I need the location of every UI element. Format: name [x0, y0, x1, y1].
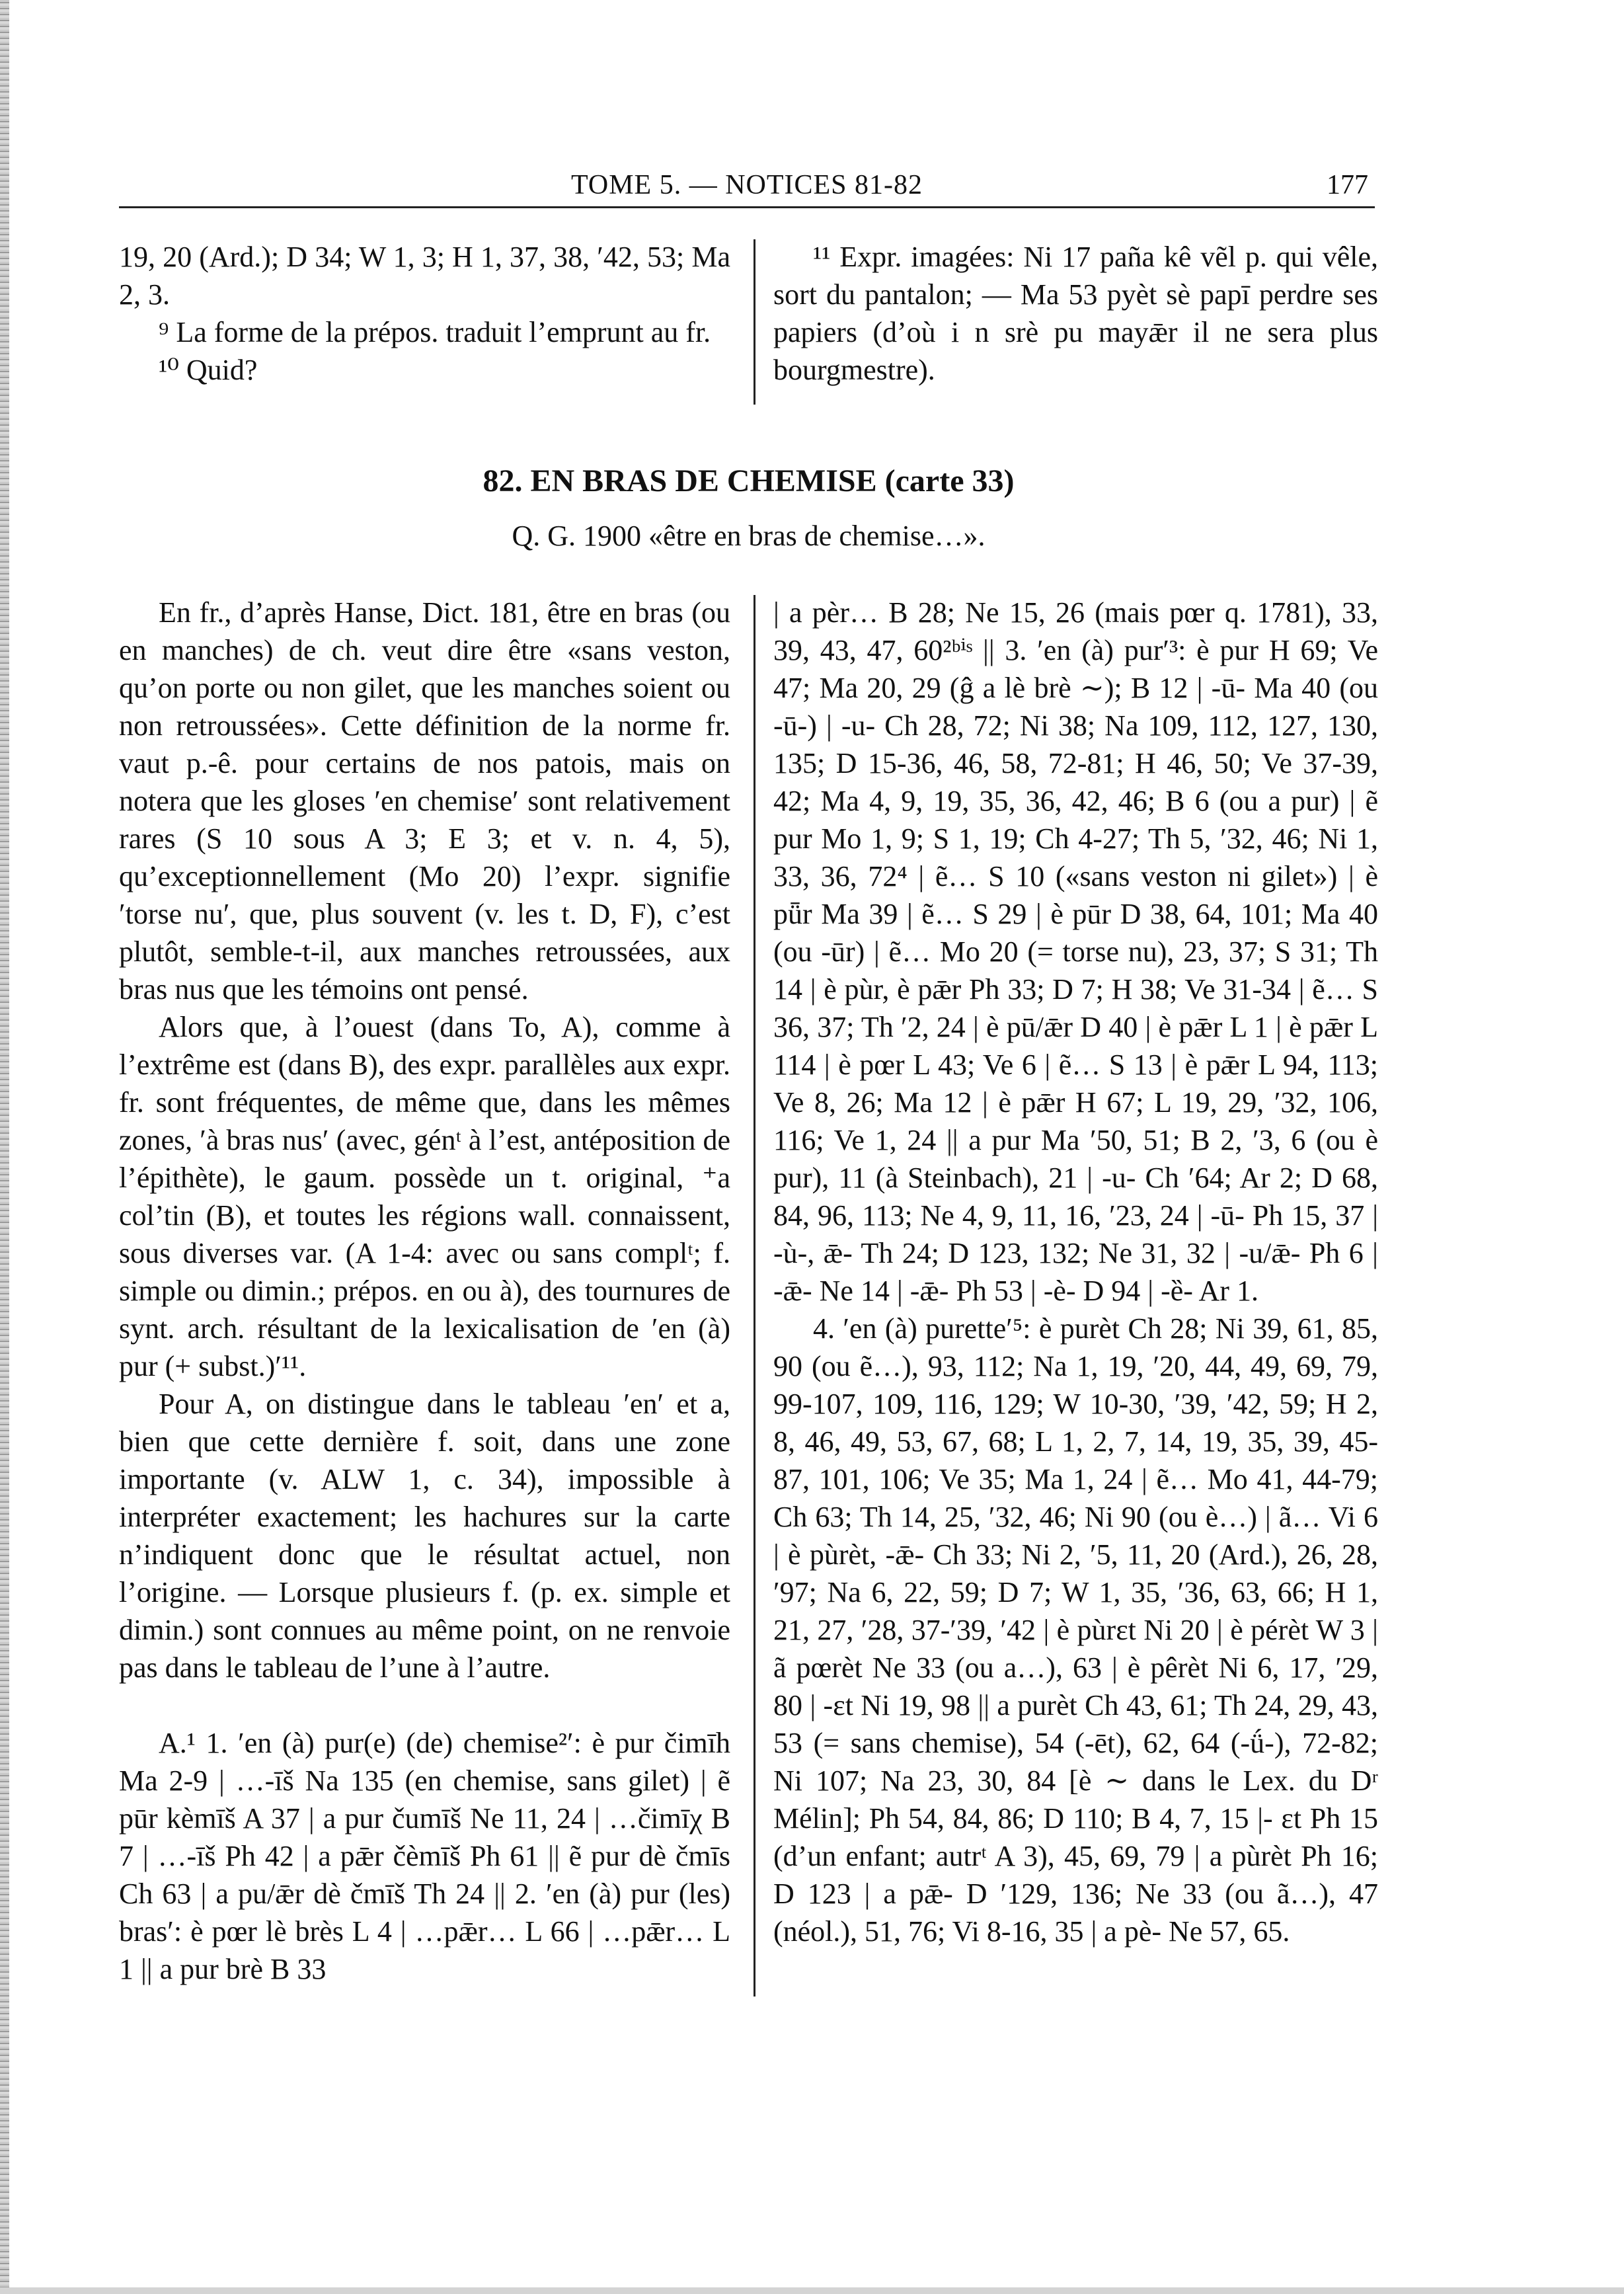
footnote-10: ¹⁰ Quid?: [159, 354, 258, 386]
footnotes-top-right: [773, 238, 1378, 389]
article-left-column: [119, 594, 730, 1988]
scan-edge: [0, 0, 9, 2294]
footnote-11: ¹¹ Expr. imagées: Ni 17 paña kê vẽl p. qui vêle, sort du pantalon; — Ma 53 pyèt sè papī perdre ses papiers (d’où i n srè pu mayǣr il ne sera plus bourgmestre).: [773, 241, 1378, 386]
body-paragraph: En fr., d’après Hanse, Dict. 181, être en bras (ou en manches) de ch. veut dire être «sans veston, qu’on porte ou non gilet, que les manches soient ou non retroussées». Cette définition de la norme fr. vaut p.-ê. pour certains de nos patois, mais on notera que les gloses ′en chemise′ sont relativement rares (S 10 sous A 3; E 3; et v. n. 4, 5), qu’exceptionnellement (Mo 20) l’expr. signifie ′torse nu′, que, plus souvent (v. les t. D, F), c’est plutôt, semble-t-il, aux manches retroussées, aux bras nus que les témoins ont pensé.: [119, 596, 730, 1006]
page-number: 177: [1327, 170, 1368, 200]
body-paragraph-section-a: A.¹ 1. ′en (à) pur(e) (de) chemise²′: è pur čimīh Ma 2-9 | …-īš Na 135 (en chemise, sans gilet) | ẽ pūr kèmīš A 37 | a pur čumīš Ne 11, 24 | …čimīχ B 7 | …-īš Ph 42 | a pǣr čèmīš Ph 61 || ẽ pur dè čmīs Ch 63 | a pu/ǣr dè čmīš Th 24 || 2. ′en (à) pur (les) bras′: è pœr lè brès L 4 | …pǣr… L 66 | …pǣr… L 1 || a pur brè B 33: [119, 1727, 730, 1985]
running-head: [119, 159, 1375, 208]
scan-bottom-edge: [0, 2287, 1624, 2294]
column-divider-top: [754, 239, 755, 405]
footnote-continuation: 19, 20 (Ard.); D 34; W 1, 3; H 1, 37, 38, ′42, 53; Ma 2, 3.: [119, 241, 730, 311]
footnotes-top-left: [119, 238, 730, 389]
column-divider-main: [754, 595, 755, 1997]
body-paragraph: 4. ′en (à) purette′⁵: è purèt Ch 28; Ni 39, 61, 85, 90 (ou ẽ…), 93, 112; Na 1, 19, ′20, 44, 49, 69, 79, 99-107, 109, 116, 129; W 10-30, ′39, ′42, 59; H 2, 8, 46, 49, 53, 67, 68; L 1, 2, 7, 14, 19, 35, 39, 45-87, 101, 106; Ve 35; Ma 1, 24 | ẽ… Mo 41, 44-79; Ch 63; Th 14, 25, ′32, 46; Ni 90 (ou è…) | ã… Vi 6 | è pùrèt, -ǣ- Ch 33; Ni 2, ′5, 11, 20 (Ard.), 26, 28, ′97; Na 6, 22, 59; D 7; W 1, 35, ′36, 63, 66; H 1, 21, 27, ′28, 37-′39, ′42 | è pùrɛt Ni 20 | è pérèt W 3 | ã pœrèt Ne 33 (ou a…), 63 | è pêrèt Ni 6, 17, ′29, 80 | -ɛt Ni 19, 98 || a purèt Ch 43, 61; Th 24, 29, 43, 53 (= sans chemise), 54 (-ēt), 62, 64 (-ǘ-), 72-82; Ni 107; Na 23, 30, 84 [è ∼ dans le Lex. du Dʳ Mélin]; Ph 54, 84, 86; D 110; B 4, 7, 15 |- ɛt Ph 15 (d’un enfant; autrᵗ A 3), 45, 69, 79 | a pùrèt Ph 16; D 123 | a pǣ- D ′129, 136; Ne 33 (ou ã…), 47 (néol.), 51, 76; Vi 8-16, 35 | a pè- Ne 57, 65.: [773, 1312, 1378, 1948]
running-title: TOME 5. — NOTICES 81-82: [570, 170, 923, 200]
footnote-9: ⁹ La forme de la prépos. traduit l’emprunt au fr.: [159, 316, 711, 348]
article-title: 82. EN BRAS DE CHEMISE (carte 33): [483, 463, 1015, 498]
body-paragraph: Pour A, on distingue dans le tableau ′en′ et a, bien que cette dernière f. soit, dans une zone importante (v. ALW 1, c. 34), impossible à interpréter exactement; les hachures sur la carte n’indiquent donc que le résultat actuel, non l’origine. — Lorsque plusieurs f. (p. ex. simple et dimin.) sont connues au même point, on ne renvoie pas dans le tableau de l’une à l’autre.: [119, 1388, 730, 1684]
body-paragraph: | a pèr… B 28; Ne 15, 26 (mais pœr q. 1781), 33, 39, 43, 47, 60²ᵇⁱˢ || 3. ′en (à) pur′³: è pur H 69; Ve 47; Ma 20, 29 (ĝ a lè brè ∼); B 12 | -ū- Ma 40 (ou -ū-) | -u- Ch 28, 72; Ni 38; Na 109, 112, 127, 130, 135; D 15-36, 46, 58, 72-81; H 46, 50; Ve 37-39, 42; Ma 4, 9, 19, 35, 36, 42, 46; B 6 (ou a pur) | ẽ pur Mo 1, 9; S 1, 19; Ch 4-27; Th 5, ′32, 46; Ni 1, 33, 36, 72⁴ | ẽ… S 10 («sans veston ni gilet») | è pǖr Ma 39 | ẽ… S 29 | è pūr D 38, 64, 101; Ma 40 (ou -ūr) | ẽ… Mo 20 (= torse nu), 23, 37; S 31; Th 14 | è pùr, è pǣr Ph 33; D 7; H 38; Ve 31-34 | ẽ… S 36, 37; Th ′2, 24 | è pū/ǣr D 40 | è pǣr L 1 | è pǣr L 114 | è pœr L 43; Ve 6 | ẽ… S 13 | è pǣr L 94, 113; Ve 8, 26; Ma 12 | è pǣr H 67; L 19, 29, ′32, 106, 116; Ve 1, 24 || a pur Ma ′50, 51; B 2, ′3, 6 (ou è pur), 11 (à Steinbach), 21 | -u- Ch ′64; Ar 2; D 68, 84, 96, 113; Ne 4, 9, 11, 16, ′23, 24 | -ū- Ph 15, 37 | -ù-, ǣ- Th 24; D 123, 132; Ne 31, 32 | -u/ǣ- Ph 6 | -ǣ- Ne 14 | -ǣ- Ph 53 | -è- D 94 | -ȅ- Ar 1.: [773, 596, 1378, 1307]
body-paragraph: Alors que, à l’ouest (dans To, A), comme à l’extrême est (dans B), des expr. parallèles aux expr. fr. sont fréquentes, de même que, dans les mêmes zones, ′à bras nus′ (avec, génᵗ à l’est, antéposition de l’épithète), le gaum. possède un t. original, ⁺a col’tin (B), et toutes les régions wall. connaissent, sous diverses var. (A 1-4: avec ou sans complᵗ; f. simple ou dimin.; prépos. en ou à), des tournures de synt. arch. résultant de la lexicalisation de ′en (à) pur (+ subst.)′¹¹.: [119, 1011, 730, 1382]
article-right-column: [773, 594, 1378, 1950]
article-subtitle: Q. G. 1900 «être en bras de chemise…».: [512, 520, 986, 552]
